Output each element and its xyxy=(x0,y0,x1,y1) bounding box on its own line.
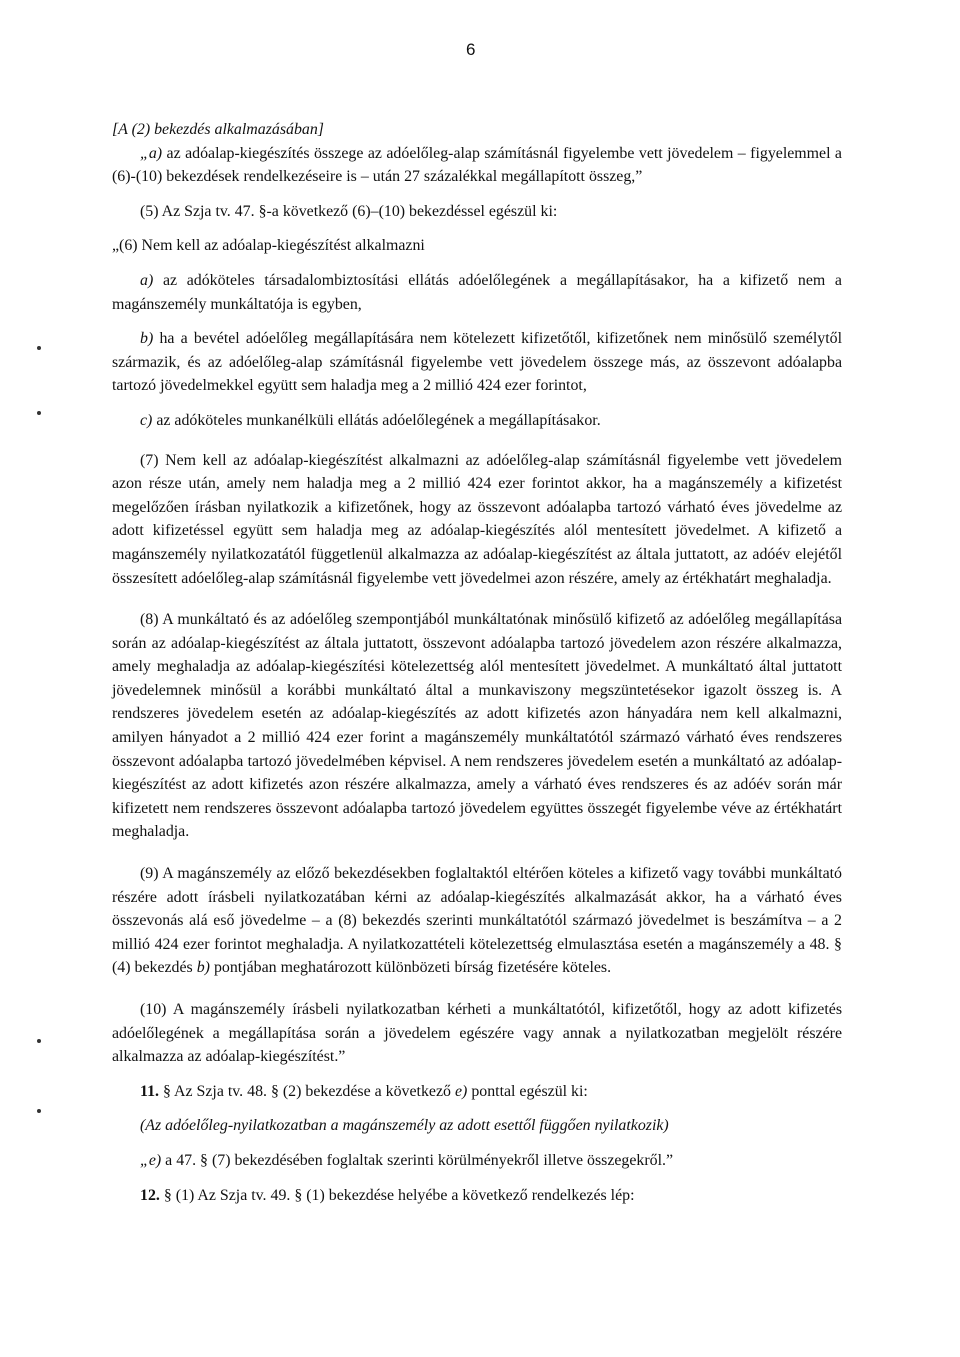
section-12-text: § (1) Az Szja tv. 49. § (1) bekezdése helyébe a következő rendelkezés lép: xyxy=(163,1186,635,1204)
para-6-c-label: c) xyxy=(140,411,153,429)
point-a-label: „a) xyxy=(140,144,163,162)
section-11-e xyxy=(112,1149,842,1173)
scan-speck xyxy=(37,1109,41,1113)
amendment-5: (5) Az Szja tv. 47. §-a következő (6)–(10) bekezdéssel egészül ki: xyxy=(140,202,558,220)
section-12-number: 12. xyxy=(140,1186,160,1204)
para-6-c xyxy=(112,409,842,433)
para-6-intro: „(6) Nem kell az adóalap-kiegészítést alkalmazni xyxy=(112,237,425,255)
section-12 xyxy=(112,1184,842,1208)
para-9-end: pontjában meghatározott különbözeti bírság fizetésére köteles. xyxy=(213,959,612,977)
para-9-italic: b) xyxy=(196,959,210,977)
document-body xyxy=(112,118,842,1207)
section-11-e-label: „e) xyxy=(140,1151,162,1169)
para-6-a-text: az adóköteles társadalombiztosítási ellátás adóelőlegének a megállapításakor, ha a kifizető nem a magánszemély munkáltatója is egyben, xyxy=(112,271,842,313)
section-11-post: ponttal egészül ki: xyxy=(471,1082,588,1100)
section-11 xyxy=(112,1080,842,1104)
para-6-b xyxy=(112,327,842,398)
para-6-b-text: ha a bevétel adóelőleg megállapítására nem kötelezett kifizetőtől, kifizetőnek nem minősülő személytől származik, és az adóelőleg-alap számításnál figyelembe vett jövedelem összege más, az összevont adóalapba tartozó jövedelmekkel együtt sem haladja meg a 2 millió 424 ezer forintot, xyxy=(112,330,842,395)
para-9 xyxy=(112,862,842,980)
section-11-context-text: (Az adóelőleg-nyilatkozatban a magánszemély az adott esettől függően nyilatkozik) xyxy=(140,1117,669,1135)
para-6-a-label: a) xyxy=(140,271,154,289)
point-a xyxy=(112,142,842,189)
point-a-text: az adóalap-kiegészítés összege az adóelőleg-alap számításnál figyelembe vett jövedelem – figyelemmel a (6)-(10) bekezdések rendelkezéseire is – után 27 százalékkal megállapított összeg,” xyxy=(112,144,842,186)
section-11-pre: § Az Szja tv. 48. § (2) bekezdése a következő xyxy=(162,1082,451,1100)
para-6-b-label: b) xyxy=(140,330,154,348)
para-7: (7) Nem kell az adóalap-kiegészítést alkalmazni az adóelőleg-alap számításnál figyelembe vett jövedelem azon része után, amely nem haladja meg a 2 millió 424 ezer forintot akkor, ha a magánszemély a kifizetést megelőzően írásban nyilatkozik a kifizetőnek, hogy az összevont adóalapba tartozó várható éves jövedelme az adott kifizetéssel együtt sem haladja meg az adóalap-kiegészítés alól mentesített jövedelmet. A kifizető a magánszemély nyilatkozatától függetlenül alkalmazza az adóalap-kiegészítést az általa juttatott, az adóév elejétől összesített adóelőleg-alap számításnál figyelembe vett jövedelmei azon részére, amely az értékhatárt meghaladja. xyxy=(112,451,842,587)
para-6-c-text: az adóköteles munkanélküli ellátás adóelőlegének a megállapításakor. xyxy=(156,411,601,429)
section-11-context xyxy=(112,1114,842,1138)
context-heading-text: [A (2) bekezdés alkalmazásában] xyxy=(112,121,324,138)
para-10: (10) A magánszemély írásbeli nyilatkozatban kérheti a munkáltatótól, kifizetőtől, hogy az adott kifizetés adóelőlegének a megállapítása során a jövedelem egészére vagy annak a nyilatkozatban megjelölt részére alkalmazza az adóalap-kiegészítést.” xyxy=(112,1001,842,1066)
scan-speck xyxy=(37,346,41,350)
scan-speck xyxy=(37,411,41,415)
context-heading xyxy=(112,118,842,142)
section-11-number: 11. xyxy=(140,1082,159,1100)
para-8: (8) A munkáltató és az adóelőleg szempontjából munkáltatónak minősülő kifizető az adóelőleg megállapítása során az adóalap-kiegészítést az általa juttatott, összevont adóalapba tartozó jövedelem azon részére alkalmazza, amely meghaladja az adóalap-kiegészítési kötelezettség alól mentesített jövedelmet. A munkáltató által juttatott jövedelemnek minősül a korábbi munkáltató által a munkaviszony megszüntetésekor igazolt összeg is. A rendszeres jövedelem esetén az adóalap-kiegészítés az adott kifizetés azon hányadára nem kell alkalmazni, amilyen hányadot a 2 millió 424 ezer forint a magánszemély munkáltatótól származó várható éves rendszeres összevont adóalapba tartozó jövedelmében képvisel. A nem rendszeres jövedelem esetén a munkáltató az adóalap-kiegészítést az adott kifizetés azon részére alkalmazza, amely a várható éves rendszeres és az adóév során már kifizetett nem rendszeres összevont adóalapba tartozó jövedelem együttes összegét figyelembe véve az értékhatárt meghaladja. xyxy=(112,611,842,841)
section-11-italic: e) xyxy=(454,1082,468,1100)
para-9-main: (9) A magánszemély az előző bekezdésekben foglaltaktól eltérően köteles a kifizető vagy további munkáltató részére adott írásbeli nyilatkozatában kérni az adóalap-kiegészítés alkalmazását akkor, ha a várható éves összevonás alá eső jövedelme – a (8) bekezdés szerinti munkáltatótól származó jövedelmet is beszámítva – a 2 millió 424 ezer forintot meghaladja. A nyilatkozattételi kötelezettség elmulasztása esetén a magánszemély a 48. § (4) bekezdés xyxy=(112,865,842,977)
page-number: 6 xyxy=(466,40,476,59)
section-11-e-text: a 47. § (7) bekezdésében foglaltak szerinti körülményekről illetve összegekről.” xyxy=(165,1151,674,1169)
para-6-a xyxy=(112,269,842,316)
scan-speck xyxy=(37,1039,41,1043)
